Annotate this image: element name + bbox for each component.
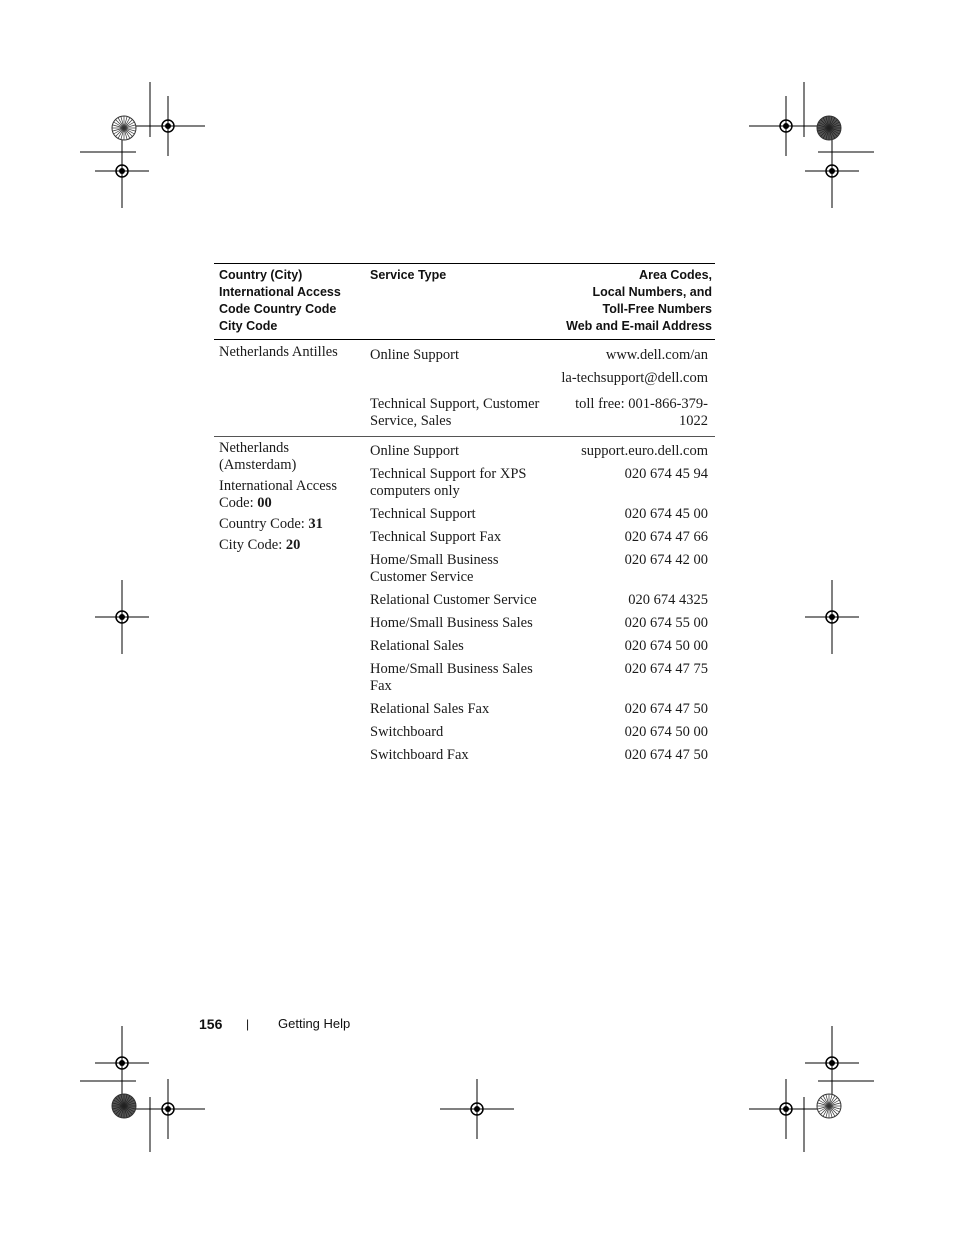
crosshair-mark-icon	[95, 580, 149, 654]
country-name: Netherlands (Amsterdam)	[219, 440, 297, 473]
service-type: Relational Sales	[370, 638, 464, 654]
table-row	[214, 635, 715, 658]
contact-value: 020 674 45 94	[624, 466, 708, 482]
crosshair-mark-icon	[131, 96, 205, 156]
contact-value: 020 674 47 50	[624, 701, 708, 717]
header-service-type: Service Type	[370, 268, 447, 282]
table-row	[214, 658, 715, 698]
crosshair-mark-icon	[440, 1079, 514, 1139]
city-code: City Code: 20	[219, 537, 301, 553]
table-row	[214, 393, 715, 433]
contact-value: 020 674 42 00	[624, 552, 708, 568]
intl-access-code: International Access Code: 00	[219, 478, 337, 511]
service-type: Online Support	[370, 443, 460, 459]
service-type: Home/Small Business Customer Service	[370, 552, 499, 585]
starburst-mark-icon	[817, 1094, 841, 1118]
contact-value: 020 674 55 00	[624, 615, 708, 631]
footer-section-title: Getting Help	[278, 1016, 351, 1031]
table-row	[214, 721, 715, 744]
crosshair-mark-icon	[95, 1026, 149, 1100]
crosshair-mark-icon	[805, 1026, 859, 1100]
service-type: Technical Support Fax	[370, 529, 502, 545]
table-row	[214, 367, 715, 393]
service-type: Technical Support	[370, 506, 476, 522]
country-group-netherlands-amsterdam	[214, 437, 715, 767]
starburst-mark-icon	[112, 116, 136, 140]
header-numbers: Area Codes, Local Numbers, and Toll-Free Numbers Web and E-mail Address	[566, 268, 712, 333]
crosshair-mark-icon	[131, 1079, 205, 1139]
contact-table	[214, 263, 715, 767]
table-row	[214, 698, 715, 721]
country-group-netherlands-antilles	[214, 340, 715, 437]
service-type: Online Support	[370, 347, 460, 363]
service-type: Switchboard	[370, 724, 444, 740]
contact-value: la-techsupport@dell.com	[561, 370, 708, 386]
starburst-mark-icon	[817, 116, 841, 140]
starburst-mark-icon	[112, 1094, 136, 1118]
service-type: Switchboard Fax	[370, 747, 469, 763]
service-type: Home/Small Business Sales	[370, 615, 533, 631]
country-cell	[219, 440, 364, 558]
service-type: Relational Customer Service	[370, 592, 537, 608]
country-name: Netherlands Antilles	[219, 344, 338, 360]
crosshair-mark-icon	[805, 134, 859, 208]
service-type: Home/Small Business Sales Fax	[370, 661, 533, 694]
contact-value: 020 674 47 75	[624, 661, 708, 677]
footer-separator: |	[246, 1017, 250, 1031]
contact-value: 020 674 4325	[628, 592, 708, 608]
service-type: Technical Support for XPS computers only	[370, 466, 527, 499]
contact-value: 020 674 50 00	[624, 638, 708, 654]
table-header	[214, 263, 715, 340]
table-row	[214, 589, 715, 612]
header-country: Country (City) International Access Code Country Code City Code	[219, 268, 341, 333]
contact-value: toll free: 001-866-379-1022	[575, 396, 708, 429]
contact-value: 020 674 47 66	[624, 529, 708, 545]
contact-value: support.euro.dell.com	[581, 443, 708, 459]
contact-value: 020 674 50 00	[624, 724, 708, 740]
crosshair-mark-icon	[805, 580, 859, 654]
table-row	[214, 612, 715, 635]
crosshair-mark-icon	[749, 1079, 823, 1139]
contact-value: 020 674 47 50	[624, 747, 708, 763]
contact-value: www.dell.com/an	[605, 347, 708, 363]
service-type: Relational Sales Fax	[370, 701, 490, 717]
crosshair-mark-icon	[749, 96, 823, 156]
page-number: 156	[199, 1016, 223, 1032]
service-type: Technical Support, Customer Service, Sales	[370, 396, 540, 429]
table-row	[214, 744, 715, 767]
crosshair-mark-icon	[95, 134, 149, 208]
country-code: Country Code: 31	[219, 516, 323, 532]
contact-value: 020 674 45 00	[624, 506, 708, 522]
country-cell	[219, 344, 364, 365]
